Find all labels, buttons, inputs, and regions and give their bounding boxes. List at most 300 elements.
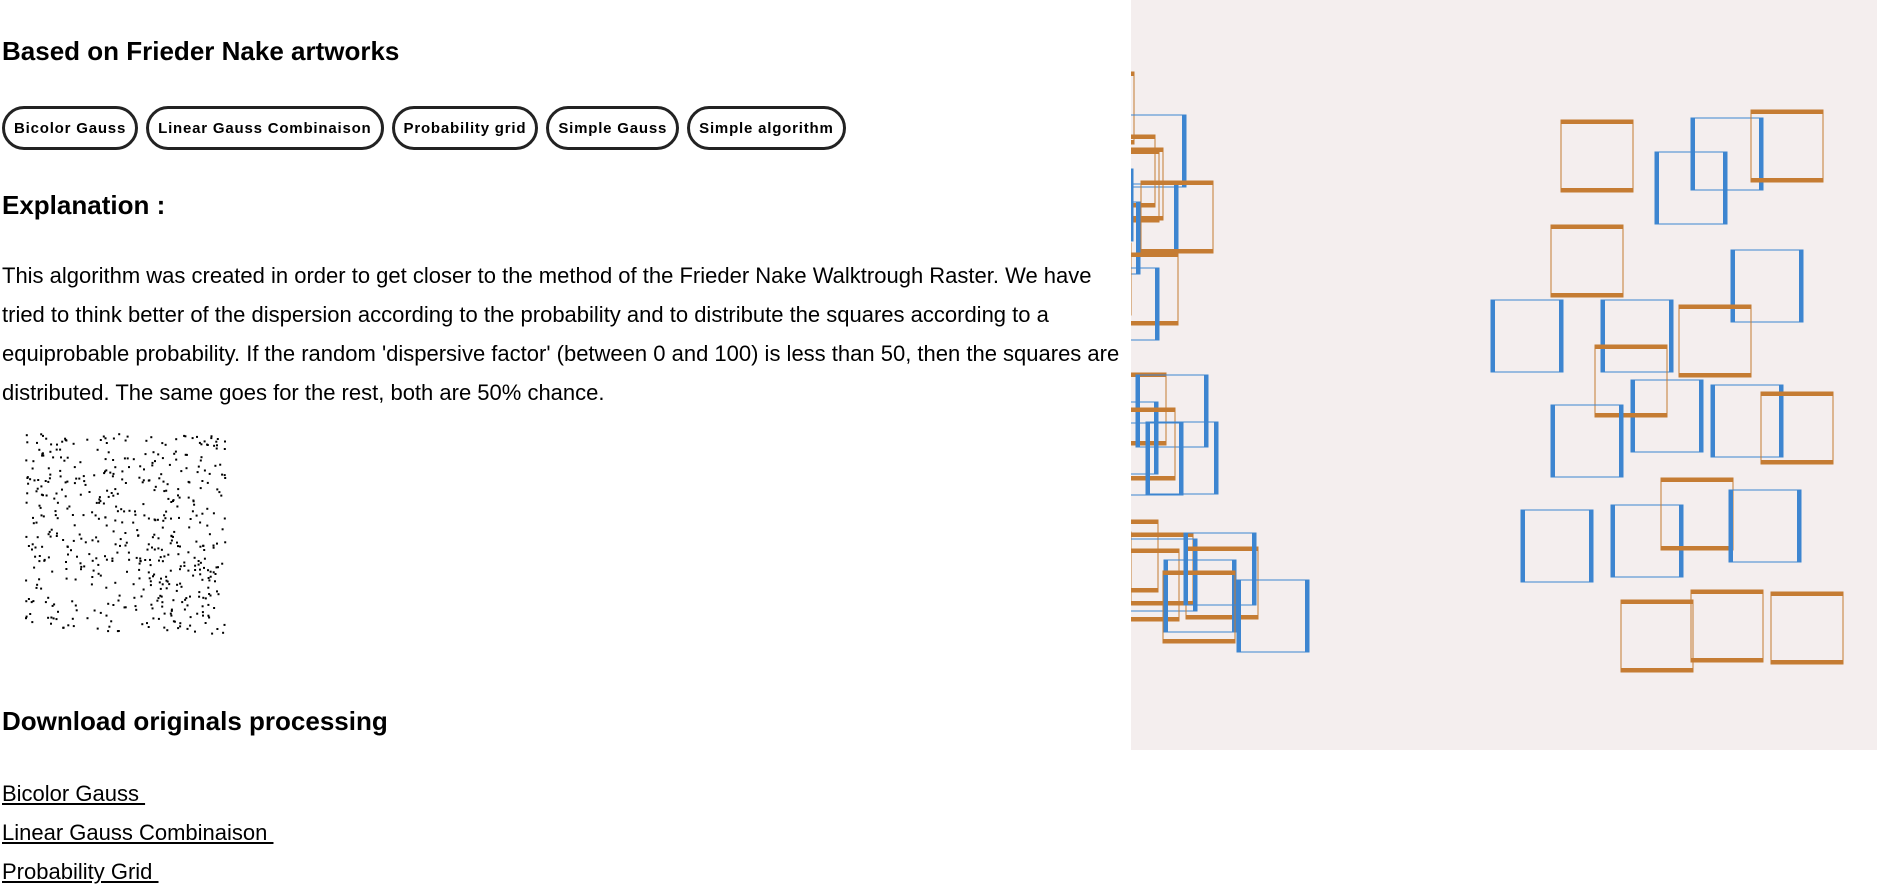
dot — [171, 540, 173, 542]
dot — [125, 482, 127, 484]
dot — [151, 547, 153, 549]
dot — [67, 554, 69, 556]
dot — [150, 584, 152, 586]
dot — [199, 522, 201, 524]
artwork-square — [1661, 478, 1733, 550]
dot — [217, 566, 219, 568]
dot — [76, 556, 78, 558]
dot — [154, 549, 156, 551]
dot — [70, 549, 72, 551]
dot — [210, 571, 212, 573]
dot — [50, 617, 52, 619]
dot — [66, 578, 68, 580]
dot — [38, 560, 40, 562]
dot — [105, 437, 107, 439]
dot — [117, 493, 119, 495]
dot — [46, 495, 48, 497]
dot — [49, 474, 51, 476]
dot — [112, 604, 114, 606]
dot — [169, 464, 171, 466]
dot — [93, 570, 95, 572]
dot — [216, 488, 218, 490]
dot — [208, 577, 210, 579]
dot — [136, 529, 138, 531]
dot — [135, 609, 137, 611]
dot — [160, 578, 162, 580]
dot — [125, 545, 127, 547]
dot — [126, 542, 128, 544]
dot — [107, 630, 109, 632]
download-links — [2, 774, 273, 891]
dot — [149, 559, 151, 561]
dot — [79, 461, 81, 463]
dot — [57, 502, 59, 504]
dot — [200, 460, 202, 462]
dot — [200, 487, 202, 489]
dot — [179, 583, 181, 585]
dot — [148, 518, 150, 520]
dot — [210, 437, 212, 439]
dot — [67, 457, 69, 459]
dot — [50, 536, 52, 538]
dot — [181, 601, 183, 603]
bicolor-gauss-button[interactable]: Bicolor Gauss — [2, 106, 138, 150]
dot — [36, 584, 38, 586]
dot — [215, 441, 217, 443]
dot — [162, 583, 164, 585]
dot — [163, 627, 165, 629]
dot — [121, 470, 123, 472]
dot — [188, 481, 190, 483]
dot — [97, 628, 99, 630]
dot — [112, 475, 114, 477]
dot — [170, 535, 172, 537]
dot — [151, 464, 153, 466]
dot — [159, 595, 161, 597]
dot — [183, 565, 185, 567]
dot — [154, 460, 156, 462]
dot — [224, 477, 226, 479]
dot — [97, 449, 99, 451]
dot — [124, 606, 126, 608]
dot — [186, 454, 188, 456]
dot — [207, 604, 209, 606]
dot — [113, 438, 115, 440]
dot — [37, 536, 39, 538]
dot — [202, 545, 204, 547]
dot — [198, 564, 200, 566]
dot — [153, 574, 155, 576]
dot — [104, 517, 106, 519]
dot — [165, 511, 167, 513]
dot — [51, 529, 53, 531]
simple-algorithm-button[interactable]: Simple algorithm — [687, 106, 845, 150]
dot — [173, 531, 175, 533]
dot — [224, 624, 226, 626]
dot — [179, 497, 181, 499]
dot — [72, 514, 74, 516]
dot — [208, 579, 210, 581]
dot — [187, 604, 189, 606]
dot — [148, 626, 150, 628]
artwork-square — [1611, 505, 1683, 577]
dot — [207, 587, 209, 589]
dot — [114, 488, 116, 490]
dot — [117, 510, 119, 512]
dot — [103, 503, 105, 505]
dot — [48, 556, 50, 558]
dot — [32, 543, 34, 545]
dot — [31, 621, 33, 623]
dot — [71, 600, 73, 602]
dot — [41, 494, 43, 496]
dot — [99, 496, 101, 498]
dot — [188, 526, 190, 528]
dot — [27, 483, 29, 485]
dot — [137, 534, 139, 536]
artwork-square — [1561, 120, 1633, 192]
dot — [213, 547, 215, 549]
dot — [179, 625, 181, 627]
dot — [72, 618, 74, 620]
dot — [160, 588, 162, 590]
explanation-text: This algorithm was created in order to get closer to the method of the Frieder Nake Walktrough Raster. We have tried to think better of the dispersion according to the probability and to distribute the squares according to a equiprobable probability. If the random 'dispersive factor' (between 0 and 100) is less than 50, then the squares are distributed. The same goes for the rest, both are 50% chance. — [2, 263, 1120, 405]
dot — [127, 436, 129, 438]
dot — [141, 595, 143, 597]
dot — [121, 478, 123, 480]
dot — [27, 476, 29, 478]
dot — [28, 545, 30, 547]
dot — [65, 481, 67, 483]
dot — [153, 534, 155, 536]
artwork-square — [1131, 268, 1159, 340]
artwork-square — [1679, 305, 1751, 377]
dot — [50, 443, 52, 445]
dot — [201, 480, 203, 482]
dot — [85, 484, 87, 486]
dot — [29, 478, 31, 480]
dot — [118, 600, 120, 602]
dot — [148, 479, 150, 481]
dot — [161, 549, 163, 551]
dot — [114, 582, 116, 584]
simple-gauss-button[interactable]: Simple Gauss — [546, 106, 679, 150]
dot — [109, 472, 111, 474]
dot — [224, 541, 226, 543]
dot — [201, 513, 203, 515]
dot — [139, 558, 141, 560]
dot — [42, 435, 44, 437]
dot — [29, 613, 31, 615]
dot — [213, 607, 215, 609]
dot — [192, 437, 194, 439]
dot — [47, 617, 49, 619]
dot — [216, 448, 218, 450]
dot — [128, 552, 130, 554]
dot — [170, 615, 172, 617]
dot — [26, 434, 28, 436]
dot — [162, 560, 164, 562]
dot — [106, 442, 108, 444]
dot — [98, 518, 100, 520]
dot — [180, 470, 182, 472]
dot — [193, 504, 195, 506]
dot — [207, 569, 209, 571]
dot — [47, 481, 49, 483]
dot — [111, 492, 113, 494]
dot — [206, 508, 208, 510]
dot — [187, 570, 189, 572]
dot — [40, 485, 42, 487]
artwork-square — [1729, 490, 1801, 562]
dot — [38, 449, 40, 451]
dot — [218, 491, 220, 493]
dot — [73, 625, 75, 627]
dot — [129, 510, 131, 512]
artwork-square — [1521, 510, 1593, 582]
dot — [31, 549, 33, 551]
dot — [160, 556, 162, 558]
dot — [152, 617, 154, 619]
dot — [49, 531, 51, 533]
dot — [39, 505, 41, 507]
dot — [205, 622, 207, 624]
dot — [213, 545, 215, 547]
dot — [95, 536, 97, 538]
artwork-square — [1761, 392, 1833, 464]
dot — [95, 557, 97, 559]
artwork-square — [1601, 300, 1673, 372]
dot — [100, 439, 102, 441]
dot — [213, 445, 215, 447]
dot — [85, 541, 87, 543]
dot — [205, 597, 207, 599]
dot — [159, 581, 161, 583]
dot — [139, 577, 141, 579]
dot — [179, 568, 181, 570]
dot — [119, 545, 121, 547]
dot — [25, 459, 27, 461]
dot — [209, 533, 211, 535]
dot — [186, 467, 188, 469]
dot — [128, 559, 130, 561]
dot — [150, 564, 152, 566]
dot — [120, 538, 122, 540]
dot — [168, 583, 170, 585]
dot — [91, 576, 93, 578]
download-probability-grid-link[interactable]: Probability Grid — [2, 859, 159, 884]
dot — [36, 587, 38, 589]
dot — [148, 543, 150, 545]
dot — [211, 633, 213, 635]
dot — [143, 514, 145, 516]
dot — [125, 440, 127, 442]
dot — [138, 477, 140, 479]
dot — [94, 610, 96, 612]
dot — [49, 477, 51, 479]
dot — [80, 538, 82, 540]
dot — [110, 620, 112, 622]
dot — [48, 533, 50, 535]
dot — [176, 542, 178, 544]
dot — [61, 441, 63, 443]
dot — [196, 613, 198, 615]
dot — [113, 473, 115, 475]
dot — [105, 458, 107, 460]
dot — [142, 481, 144, 483]
dot — [97, 540, 99, 542]
dot — [214, 465, 216, 467]
dot — [204, 558, 206, 560]
download-bicolor-gauss-link[interactable]: Bicolor Gauss — [2, 781, 146, 806]
dot — [43, 560, 45, 562]
dot — [62, 627, 64, 629]
dot — [183, 435, 185, 437]
page-title: Based on Frieder Nake artworks — [2, 36, 400, 66]
dot — [221, 563, 223, 565]
dot — [45, 480, 47, 482]
dot — [161, 606, 163, 608]
dot — [172, 599, 174, 601]
dot — [32, 600, 34, 602]
dot — [97, 564, 99, 566]
dot — [199, 573, 201, 575]
dot — [164, 613, 166, 615]
dot — [224, 448, 226, 450]
dot — [86, 439, 88, 441]
dot — [202, 605, 204, 607]
dot — [133, 583, 135, 585]
dot — [103, 436, 105, 438]
dot — [144, 559, 146, 561]
dot — [139, 465, 141, 467]
dot — [145, 453, 147, 455]
dot — [56, 535, 58, 537]
dot — [36, 442, 38, 444]
dot — [165, 444, 167, 446]
dot — [106, 559, 108, 561]
dot — [177, 553, 179, 555]
dot — [152, 575, 154, 577]
dot — [222, 528, 224, 530]
dot — [42, 452, 44, 454]
dot — [80, 566, 82, 568]
dot — [152, 536, 154, 538]
dot — [34, 556, 36, 558]
dot — [149, 577, 151, 579]
dot — [33, 522, 35, 524]
dot — [106, 615, 108, 617]
dot — [89, 491, 91, 493]
dot — [40, 588, 42, 590]
dot — [128, 466, 130, 468]
dot — [196, 515, 198, 517]
dot — [185, 597, 187, 599]
dot — [150, 436, 152, 438]
probability-grid-button[interactable]: Probability grid — [392, 106, 539, 150]
dot — [206, 444, 208, 446]
dot — [158, 618, 160, 620]
dot — [216, 628, 218, 630]
dot — [150, 580, 152, 582]
dot — [55, 510, 57, 512]
dot — [158, 560, 160, 562]
dot — [188, 497, 190, 499]
artwork-square — [1131, 72, 1134, 144]
dot — [56, 533, 58, 535]
artwork-square — [1621, 600, 1693, 672]
dot — [41, 514, 43, 516]
dot — [62, 539, 64, 541]
dot — [167, 498, 169, 500]
dot — [126, 571, 128, 573]
dot — [154, 489, 156, 491]
dot — [178, 517, 180, 519]
linear-gauss-combinaison-button[interactable]: Linear Gauss Combinaison — [146, 106, 383, 150]
dot — [100, 575, 102, 577]
dot — [163, 490, 165, 492]
dot — [37, 479, 39, 481]
dot — [48, 467, 50, 469]
dot — [91, 583, 93, 585]
dot — [105, 469, 107, 471]
dot — [112, 495, 114, 497]
dot — [208, 593, 210, 595]
dot — [216, 444, 218, 446]
dot — [114, 520, 116, 522]
dot — [152, 607, 154, 609]
dot — [135, 605, 137, 607]
dot — [158, 537, 160, 539]
dot — [64, 438, 66, 440]
dot — [113, 530, 115, 532]
download-linear-gauss-combinaison-link[interactable]: Linear Gauss Combinaison — [2, 820, 274, 845]
dot — [173, 620, 175, 622]
dot — [36, 490, 38, 492]
dot — [33, 567, 35, 569]
dot — [192, 575, 194, 577]
dot — [161, 601, 163, 603]
dot — [98, 573, 100, 575]
dot — [107, 603, 109, 605]
dot — [57, 517, 59, 519]
dot — [184, 609, 186, 611]
dot — [32, 468, 34, 470]
dot — [176, 584, 178, 586]
dot — [190, 518, 192, 520]
dot — [204, 470, 206, 472]
dot — [67, 624, 69, 626]
dot — [150, 604, 152, 606]
dot — [157, 547, 159, 549]
dot — [111, 558, 113, 560]
dot — [98, 502, 100, 504]
dot — [53, 498, 55, 500]
dot — [116, 552, 118, 554]
dot — [115, 506, 117, 508]
dot — [158, 477, 160, 479]
dot — [65, 561, 67, 563]
dot — [224, 474, 226, 476]
dot — [202, 615, 204, 617]
dot — [142, 503, 144, 505]
dot — [118, 433, 120, 435]
dot — [145, 440, 147, 442]
dot — [59, 470, 61, 472]
dot — [73, 540, 75, 542]
dot — [143, 468, 145, 470]
dot — [209, 473, 211, 475]
